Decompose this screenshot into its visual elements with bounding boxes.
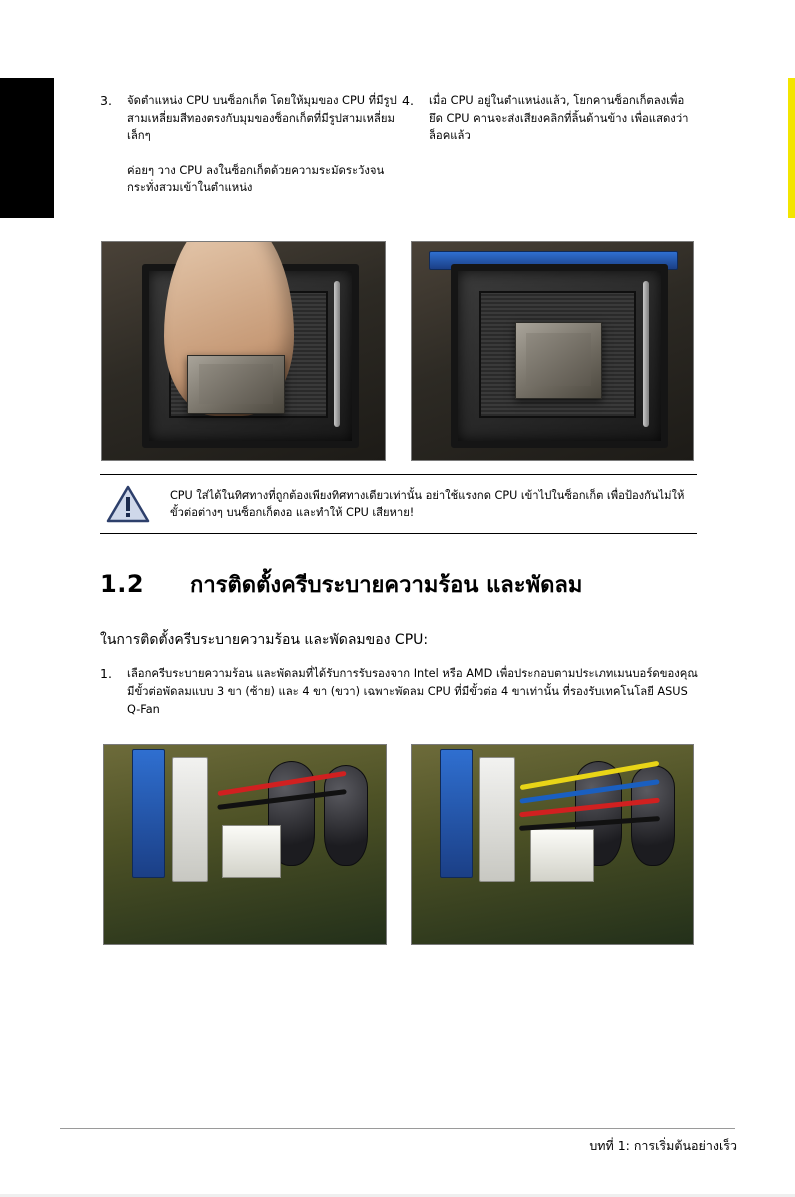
right-edge-marker xyxy=(788,78,795,218)
figure-fan-connector-3pin xyxy=(103,744,387,945)
figure-4-fan-header xyxy=(530,829,594,883)
footer-chapter-label: บทที่ 1: การเริ่มต้นอย่างเร็ว xyxy=(589,1138,737,1153)
step-4-number: 4. xyxy=(402,93,414,108)
figure-3-fan-header xyxy=(222,825,280,879)
step-4-body xyxy=(429,92,697,145)
warning-note-bottom-rule xyxy=(100,533,697,534)
section-title: การติดตั้งครีบระบายความร้อน และพัดลม xyxy=(190,573,583,598)
step-1-text: เลือกครีบระบายความร้อน และพัดลมที่ได้รับการรับรองจาก Intel หรือ AMD เพื่อประกอบตามประเภทเมนบอร์ดของคุณ มีขั้วต่อพัดลมแบบ 3 ขา (ซ้าย) และ 4 ขา (ขวา) เฉพาะพัดลม CPU ที่มีขั้วต่อ 4 ขาเท่านั้น ที่รองรับเทคโนโลยี ASUS Q-Fan xyxy=(127,667,698,716)
figure-3-blue-slot xyxy=(132,749,165,878)
figure-2-cpu xyxy=(515,322,602,399)
warning-note-body xyxy=(100,475,697,533)
figure-2-socket xyxy=(451,264,667,448)
figure-cpu-placement xyxy=(101,241,386,461)
figure-1-socket-lever xyxy=(334,281,340,427)
figure-1-cpu xyxy=(187,355,285,414)
figure-3-capacitor-2 xyxy=(324,765,368,867)
figure-fan-connector-4pin xyxy=(411,744,694,945)
step-3-number: 3. xyxy=(100,93,112,108)
warning-triangle-icon xyxy=(100,484,156,524)
step-4-paragraph-1: เมื่อ CPU อยู่ในตำแหน่งแล้ว, โยกคานซ็อกเก็ตลงเพื่อยึด CPU คานจะส่งเสียงคลิกที่ลิ้นด้านข้าง เพื่อแสดงว่าล็อคแล้ว xyxy=(429,94,689,142)
warning-note-text: CPU ใส่ได้ในทิศทางที่ถูกต้องเพียงทิศทางเดียวเท่านั้น อย่าใช้แรงกด CPU เข้าไปในซ็อกเก็ต เพื่อป้องกันไม่ให้ขั้วต่อต่างๆ บนซ็อกเก็ตงอ และทำให้ CPU เสียหาย! xyxy=(170,488,685,519)
step-1-heatsink xyxy=(100,665,700,719)
step-3-paragraph-2: ค่อยๆ วาง CPU ลงในซ็อกเก็ตด้วยความระมัดระวังจนกระทั่งสวมเข้าในตำแหน่ง xyxy=(127,163,385,194)
step-1-number: 1. xyxy=(100,666,112,681)
section-number: 1.2 xyxy=(100,570,145,598)
step-3 xyxy=(100,92,402,197)
figure-cpu-locked xyxy=(411,241,694,461)
figure-4-white-slot xyxy=(479,757,515,882)
figure-4-blue-slot xyxy=(440,749,473,878)
section-heading xyxy=(100,567,700,602)
footer-divider xyxy=(60,1128,735,1129)
steps-row-top xyxy=(100,92,697,197)
step-4 xyxy=(402,92,697,197)
section-lead-text: ในการติดตั้งครีบระบายความร้อน และพัดลมของ CPU: xyxy=(100,632,429,648)
warning-note xyxy=(100,474,697,534)
figure-2-socket-lever xyxy=(643,281,649,427)
step-3-body xyxy=(127,92,402,197)
figure-3-white-slot xyxy=(172,757,208,882)
step-3-paragraph-1: จัดตำแหน่ง CPU บนซ็อกเก็ต โดยให้มุมของ CPU ที่มีรูปสามเหลี่ยมสีทองตรงกับมุมของซ็อกเก็ตที่มีรูปสามเหลี่ยมเล็กๆ xyxy=(127,94,397,142)
left-edge-marker xyxy=(0,78,54,218)
